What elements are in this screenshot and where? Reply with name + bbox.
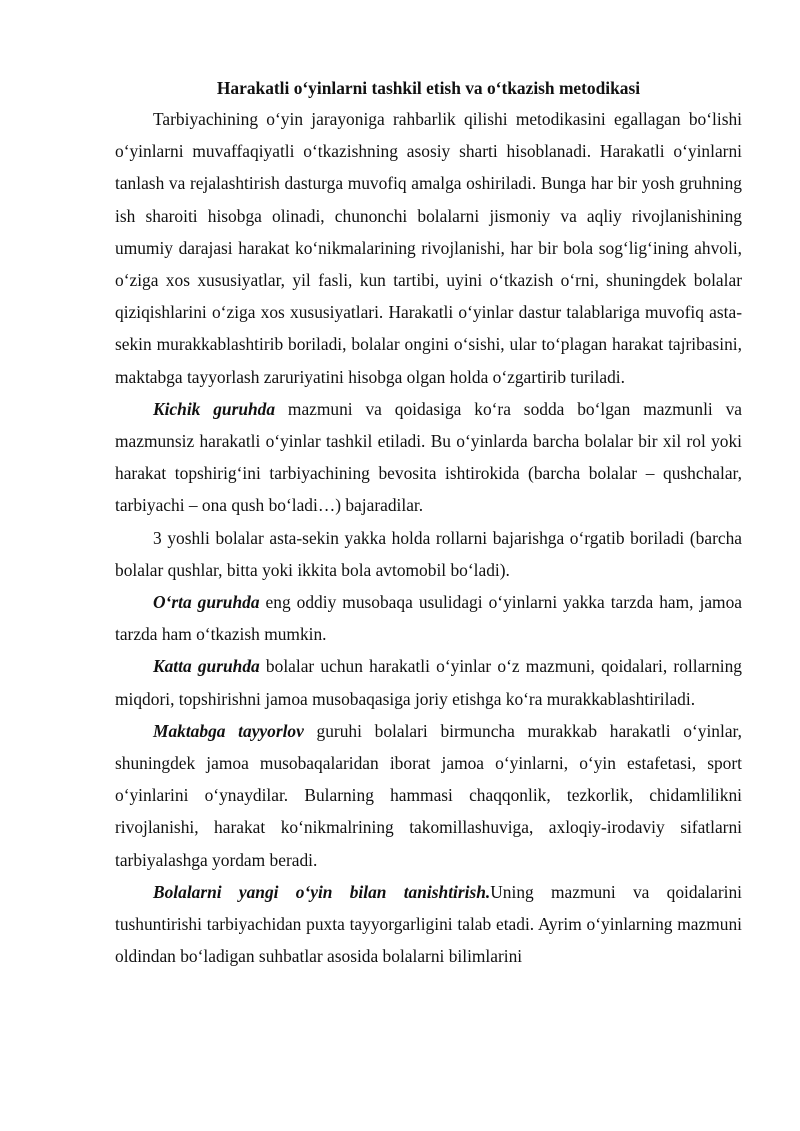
paragraph-text: Tarbiyachining o‘yin jarayoniga rahbarlik qilishi metodikasini egallagan bo‘lishi o‘yinlarni muvaffaqiyatli o‘tkazishning asosiy sharti hisoblanadi. Harakatli o‘yinlarni tanlash va rejalashtirish dasturga muvofiq amalga oshiriladi. Bunga har bir yosh gruhning ish sharoiti hisobga olinadi, chunonchi bolalarni jismoniy va aqliy rivojlanishining umumiy darajasi harakat ko‘nikmalarining rivojlanishi, har bir bola sog‘lig‘ining ahvoli, o‘ziga xos xususiyatlar, yil fasli, kun tartibi, uyini o‘tkazish o‘rni, shuningdek bolalar qiziqishlarini o‘ziga xos xususiyatlari. Harakatli o‘yinlar dastur talablariga muvofiq asta-sekin murakkablashtirib boriladi, bolalar ongini o‘sishi, ular to‘plagan harakat tajribasini, maktabga tayyorlash zaruriyatini hisobga olgan holda o‘zgartirib turiladi.	[115, 109, 742, 387]
paragraph-lead: Kichik guruhda	[153, 398, 276, 419]
paragraph-text: guruhi bolalari birmuncha murakkab harakatli o‘yinlar, shuningdek jamoa musobaqalaridan iborat jamoa o‘yinlarni, o‘yin estafetasi, sport o‘yinlarini o‘ynaydilar. Bularning hammasi chaqqonlik, tezkorlik, chidamlilikni rivojlanishi, harakat ko‘nikmalrining takomillashuviga, axloqiy-irodaviy sifatlarni tarbiyalashga yordam beradi.	[115, 720, 742, 870]
paragraph-intro	[115, 103, 742, 393]
paragraph-3-yosh	[115, 522, 742, 586]
paragraph-text: 3 yoshli bolalar asta-sekin yakka holda rollarni bajarishga o‘rgatib boriladi (barcha bolalar qushlar, bitta yoki ikkita bola avtomobil bo‘ladi).	[115, 527, 742, 580]
paragraph-lead: Maktabga tayyorlov	[153, 720, 304, 741]
paragraph-kichik-guruh	[115, 393, 742, 522]
paragraph-text: eng oddiy musobaqa usulidagi o‘yinlarni yakka tarzda ham, jamoa tarzda ham o‘tkazish mumkin.	[115, 592, 742, 645]
document-title: Harakatli o‘yinlarni tashkil etish va o‘tkazish metodikasi	[216, 78, 641, 98]
paragraph-lead: Katta guruhda	[153, 656, 260, 677]
paragraph-katta-guruh	[115, 650, 742, 714]
paragraph-text: mazmuni va qoidasiga ko‘ra sodda bo‘lgan mazmunli va mazmunsiz harakatli o‘yinlar tashkil etiladi. Bu o‘yinlarda barcha bolalar bir xil rol yoki harakat topshirig‘ini tarbiyachining bevosita ishtirokida (barcha bolalar – qushchalar, tarbiyachi – ona qush bo‘ladi…) bajaradilar.	[115, 398, 742, 516]
document-page	[115, 73, 742, 972]
paragraph-text: Uning mazmuni va qoidalarini tushuntirishi tarbiyachidan puxta tayyorgarligini talab etadi. Ayrim o‘yinlarning mazmuni oldindan bo‘ladigan suhbatlar asosida bolalarni bilimlarini	[115, 881, 742, 967]
paragraph-maktabga-tayyorlov	[115, 715, 742, 876]
paragraph-text: bolalar uchun harakatli o‘yinlar o‘z mazmuni, qoidalari, rollarning miqdori, topshirishni jamoa musobaqasiga joriy etishga ko‘ra murakkablashtiriladi.	[115, 656, 743, 709]
paragraph-lead: Bolalarni yangi o‘yin bilan tanishtirish.	[153, 881, 491, 902]
paragraph-yangi-oyin	[115, 876, 742, 973]
paragraph-lead: O‘rta guruhda	[153, 592, 260, 613]
paragraph-orta-guruh	[115, 586, 742, 650]
